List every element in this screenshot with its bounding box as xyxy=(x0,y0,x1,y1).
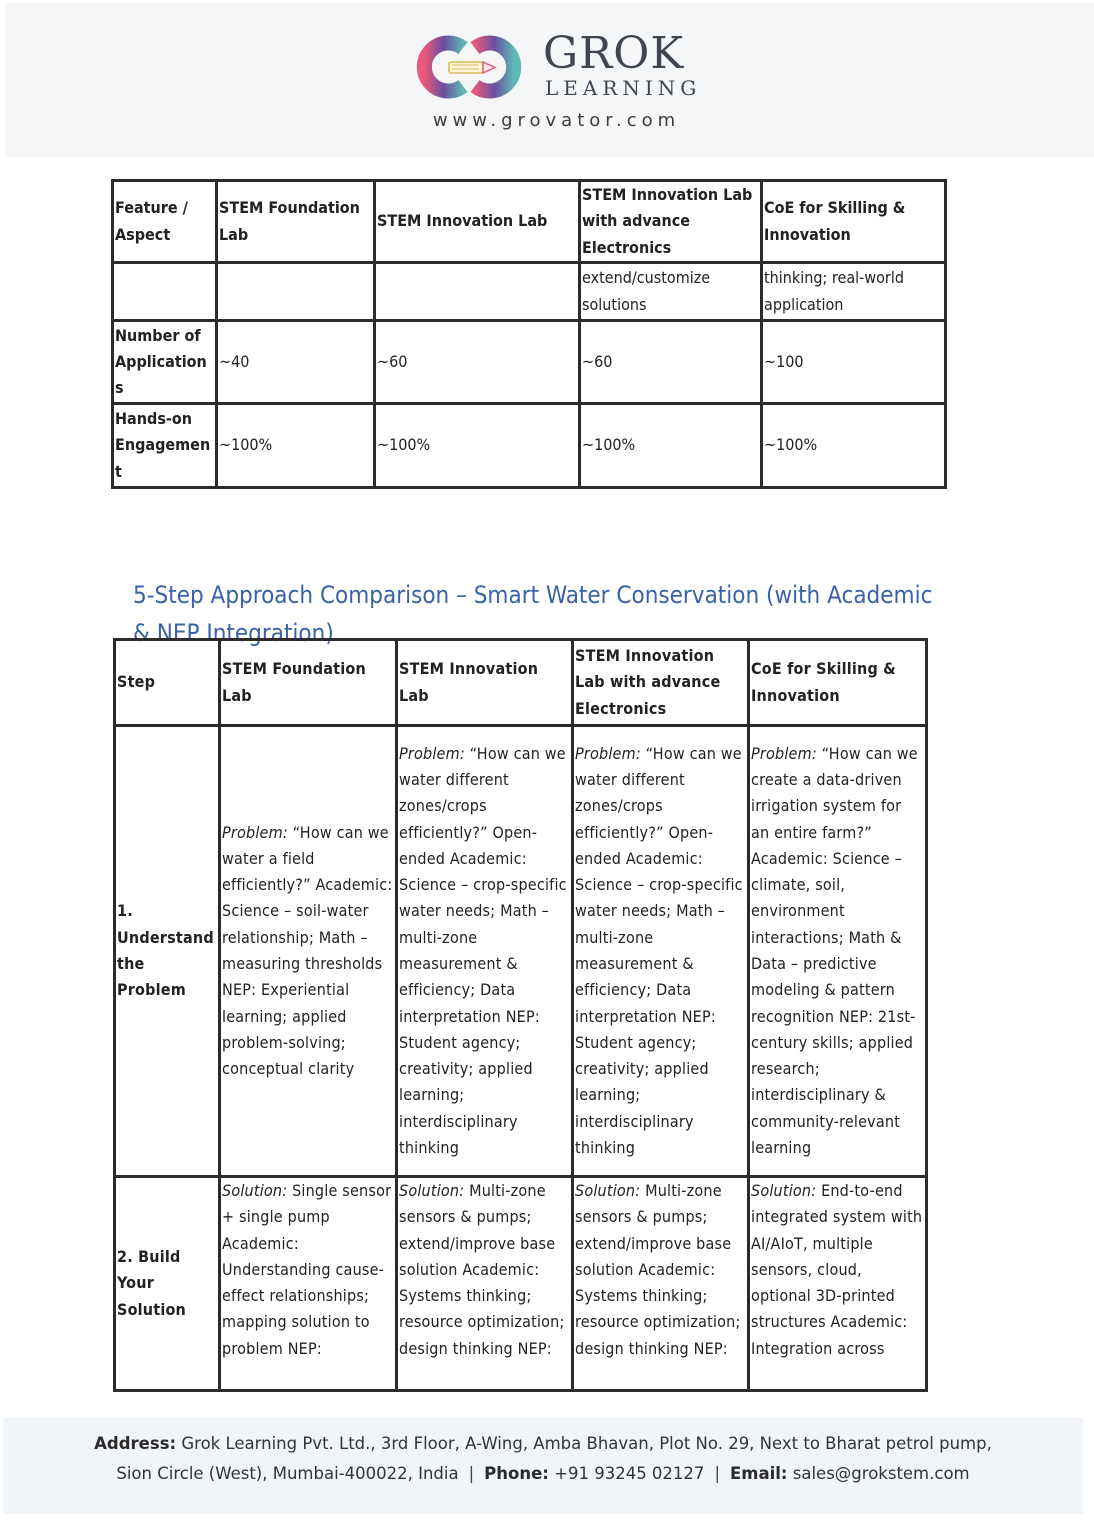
table-cell xyxy=(220,1177,397,1391)
cell-text: End-to-end integrated system with AI/AIoT, multiple sensors, cloud, optional 3D-printed structures Academic: Integration across xyxy=(751,1181,923,1358)
address-text-continued: Sion Circle (West), Mumbai-400022, India xyxy=(116,1464,459,1483)
phone-label: Phone: xyxy=(484,1464,549,1483)
cell-text: Single sensor + single pump Academic: Understanding cause-effect relationships; mapping solution to problem NEP: xyxy=(222,1181,392,1358)
table-row-step-1 xyxy=(115,726,927,1177)
cell-text: “How can we water a field efficiently?” Academic: Science – soil-water relationship; Math – measuring thresholds NEP: Experiential learning; applied problem-solving; conceptual clarity xyxy=(222,822,393,1079)
column-header: STEM Foundation Lab xyxy=(220,640,397,726)
footer-contact-line xyxy=(3,1464,1083,1483)
email-label: Email: xyxy=(730,1464,788,1483)
five-step-comparison-table xyxy=(113,638,928,1392)
column-header: STEM Foundation Lab xyxy=(217,181,375,263)
step-label: 1. Understand the Problem xyxy=(115,726,220,1177)
cell-label: Solution: xyxy=(575,1181,641,1200)
feature-comparison-table xyxy=(111,179,947,489)
table-cell: ~100% xyxy=(217,404,375,488)
column-header: STEM Innovation Lab with advance Electronics xyxy=(580,181,762,263)
table-header-row xyxy=(115,640,927,726)
brand-logo xyxy=(405,30,705,140)
brand-name: GROK xyxy=(543,28,685,79)
column-header: Feature / Aspect xyxy=(113,181,217,263)
table-cell: extend/customize solutions xyxy=(580,263,762,321)
phone-number[interactable]: +91 93245 02127 xyxy=(548,1464,705,1483)
footer-address-line xyxy=(3,1434,1083,1453)
table-cell xyxy=(573,1177,749,1391)
table-cell xyxy=(375,263,580,321)
cell-label: Problem: xyxy=(751,743,817,763)
separator: | xyxy=(714,1464,720,1483)
cell-label: Solution: xyxy=(751,1181,817,1200)
column-header: STEM Innovation Lab with advance Electronics xyxy=(573,640,749,726)
column-header: STEM Innovation Lab xyxy=(397,640,573,726)
table-cell xyxy=(573,726,749,1177)
table-cell xyxy=(397,1177,573,1391)
table-cell: ~100% xyxy=(580,404,762,488)
table-cell xyxy=(217,263,375,321)
cell-text: Multi-zone sensors & pumps; extend/improve base solution Academic: Systems thinking; resource optimization; design thinking NEP: xyxy=(575,1181,741,1358)
brand-subtitle: LEARNING xyxy=(545,76,702,100)
cell-text: “How can we create a data-driven irrigation system for an entire farm?” Academic: Science – climate, soil, environment interactions; Math & Data – predictive modeling & pattern recognition NEP: 21st-century skills; applied research; interdisciplinary & community-relevant learning xyxy=(751,743,918,1158)
website-url: www.grovator.com xyxy=(432,110,681,131)
infinity-pencil-logo-icon xyxy=(405,34,533,100)
table-row xyxy=(113,263,946,321)
table-cell: ~60 xyxy=(580,321,762,404)
table-cell: ~100% xyxy=(762,404,946,488)
table-cell xyxy=(749,726,927,1177)
table-header-row xyxy=(113,181,946,263)
row-header: Hands-on Engagement xyxy=(113,404,217,488)
table-row xyxy=(113,321,946,404)
cell-text: “How can we water different zones/crops efficiently?” Open-ended Academic: Science – crop-specific water needs; Math – multi-zone measurement & efficiency; Data interpretation NEP: Student agency; creativity; applied learning; interdisciplinary thinking xyxy=(575,743,743,1158)
cell-label: Problem: xyxy=(399,743,465,763)
cell-label: Solution: xyxy=(399,1181,465,1200)
table-cell: ~100% xyxy=(375,404,580,488)
column-header: Step xyxy=(115,640,220,726)
table-cell: ~100 xyxy=(762,321,946,404)
table-cell: thinking; real-world application xyxy=(762,263,946,321)
row-header xyxy=(113,263,217,321)
table-cell: ~60 xyxy=(375,321,580,404)
cell-label: Problem: xyxy=(575,743,641,763)
column-header: CoE for Skilling & Innovation xyxy=(749,640,927,726)
address-text: Grok Learning Pvt. Ltd., 3rd Floor, A-Wing, Amba Bhavan, Plot No. 29, Next to Bharat petrol pump, xyxy=(176,1434,992,1453)
table-cell xyxy=(220,726,397,1177)
separator: | xyxy=(468,1464,475,1483)
column-header: CoE for Skilling & Innovation xyxy=(762,181,946,263)
table-cell: ~40 xyxy=(217,321,375,404)
cell-label: Problem: xyxy=(222,822,288,842)
step-label: 2. Build Your Solution xyxy=(115,1177,220,1391)
address-label: Address: xyxy=(94,1434,177,1453)
cell-text: Multi-zone sensors & pumps; extend/improve base solution Academic: Systems thinking; resource optimization; design thinking NEP: xyxy=(399,1181,565,1358)
table-cell xyxy=(749,1177,927,1391)
email-address[interactable]: sales@grokstem.com xyxy=(787,1464,970,1483)
column-header: STEM Innovation Lab xyxy=(375,181,580,263)
section-heading: 5-Step Approach Comparison – Smart Water Conservation (with Academic & NEP Integration) xyxy=(133,580,933,647)
table-row-step-2 xyxy=(115,1177,927,1391)
cell-text: “How can we water different zones/crops efficiently?” Open-ended Academic: Science – crop-specific water needs; Math – multi-zone measurement & efficiency; Data interpretation NEP: Student agency; creativity; applied learning; interdisciplinary thinking xyxy=(399,743,567,1158)
table-cell xyxy=(397,726,573,1177)
row-header: Number of Applications xyxy=(113,321,217,404)
cell-label: Solution: xyxy=(222,1181,288,1200)
table-row xyxy=(113,404,946,488)
